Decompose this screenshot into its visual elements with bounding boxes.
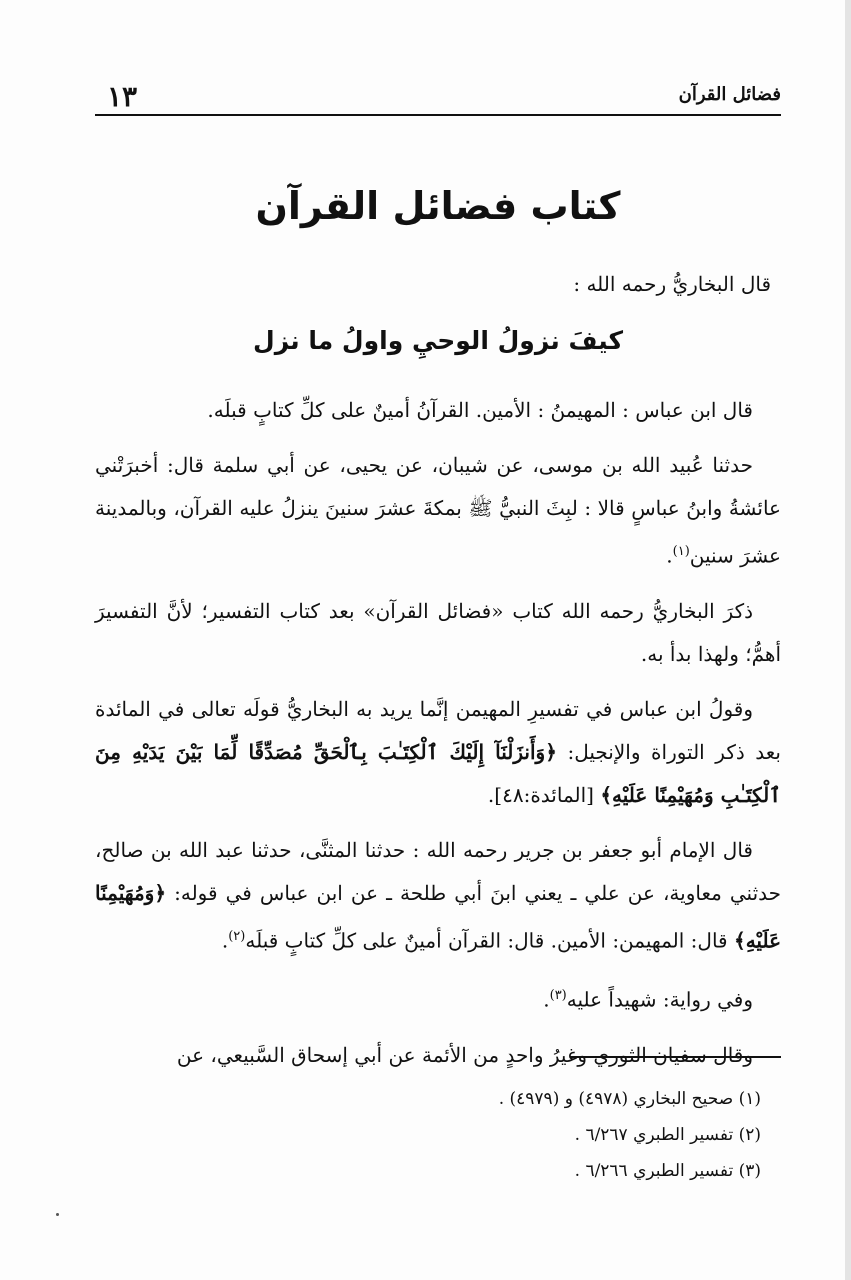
paragraph-tail: قال: المهيمن: الأمين. قال: القرآن أمينٌ على كلِّ كتابٍ قبلَه: [245, 928, 728, 953]
paragraph-text: ذكرَ البخاريُّ رحمه الله كتاب «فضائل القرآن» بعد كتاب التفسير؛ لأنَّ التفسيرَ أهمُّ؛ ولهذا بدأ به.: [95, 598, 781, 666]
verse-reference: [المائدة:٤٨].: [487, 782, 594, 807]
paragraph-6: [95, 974, 781, 1022]
paragraph-4: [95, 688, 781, 817]
paragraph-3: [95, 590, 781, 676]
paragraph-text: وقولُ ابن عباس في تفسيرِ المهيمن إنَّما يريد به البخاريُّ قولَه تعالى في المائدة بعد ذكر التوراة والإنجيل:: [95, 696, 781, 764]
paragraph-end: .: [221, 928, 229, 953]
paragraph-2: [95, 444, 781, 578]
footnote-3: (٣) تفسير الطبري ٦/٢٦٦ .: [574, 1161, 761, 1181]
page-number: ١٣: [107, 80, 138, 113]
paragraph-text: وقال سفيان الثوري وغيرُ واحدٍ من الأئمة عن أبي إسحاق السَّبيعي، عن: [176, 1042, 753, 1067]
running-title: فضائل القرآن: [678, 84, 781, 105]
footnotes: [95, 1088, 761, 1196]
footnote-divider: [570, 1056, 781, 1058]
footnote-2: (٢) تفسير الطبري ٦/٢٦٧ .: [574, 1125, 761, 1145]
footnote-ref: (٣): [549, 988, 567, 1004]
footnote-ref: (٢): [228, 928, 246, 944]
paragraph-text: قال الإمام أبو جعفر بن جرير رحمه الله : حدثنا المثنَّى، حدثنا عبد الله بن صالح، حدثني معاوية، عن علي ـ يعني ابنَ أبي طلحة ـ عن ابن عباس في قوله:: [95, 837, 782, 905]
page-edge: [845, 0, 851, 1280]
quran-verse: ﴿وَأَنزَلْنَآ إِلَيْكَ ٱلْكِتَـٰبَ بِٱلْحَقِّ مُصَدِّقًا لِّمَا بَيْنَ يَدَيْهِ مِنَ ٱلْكِتَـٰبِ وَمُهَيْمِنًا عَلَيْهِ﴾: [95, 739, 781, 807]
speck-mark: [56, 1213, 59, 1216]
paragraph-1: [95, 389, 781, 432]
footnote-1: (١) صحيح البخاري (٤٩٧٨) و (٤٩٧٩) .: [498, 1089, 761, 1109]
paragraph-text: قال ابن عباس : المهيمنُ : الأمين. القرآنُ أمينٌ على كلِّ كتابٍ قبلَه.: [207, 398, 753, 422]
paragraph-text: حدثنا عُبيد الله بن موسى، عن شيبان، عن يحيى، عن أبي سلمة قال: أخبرَتْني عائشةُ وابنُ عباسٍ قالا : لبِثَ النبيُّ ﷺ بمكةَ عشرَ سنينَ ينزلُ عليه القرآن، وبالمدينة عشرَ سنين: [95, 453, 781, 568]
page-header: [95, 78, 781, 116]
chapter-title: كيفَ نزولُ الوحيِ واولُ ما نزل: [253, 326, 623, 355]
paragraph-tail: .: [666, 543, 673, 568]
book-title: كتاب فضائل القرآن: [255, 184, 621, 228]
footnote-ref: (١): [672, 544, 690, 559]
quran-verse: ﴿وَمُهَيْمِنًا عَلَيْهِ﴾: [95, 880, 781, 953]
intro-line: قال البخاريُّ رحمه الله :: [573, 272, 771, 296]
paragraph-tail: .: [543, 987, 550, 1012]
paragraph-text: وفي رواية: شهيداً عليه: [566, 987, 753, 1012]
paragraph-5: [95, 829, 781, 963]
page-content: [95, 170, 781, 1089]
